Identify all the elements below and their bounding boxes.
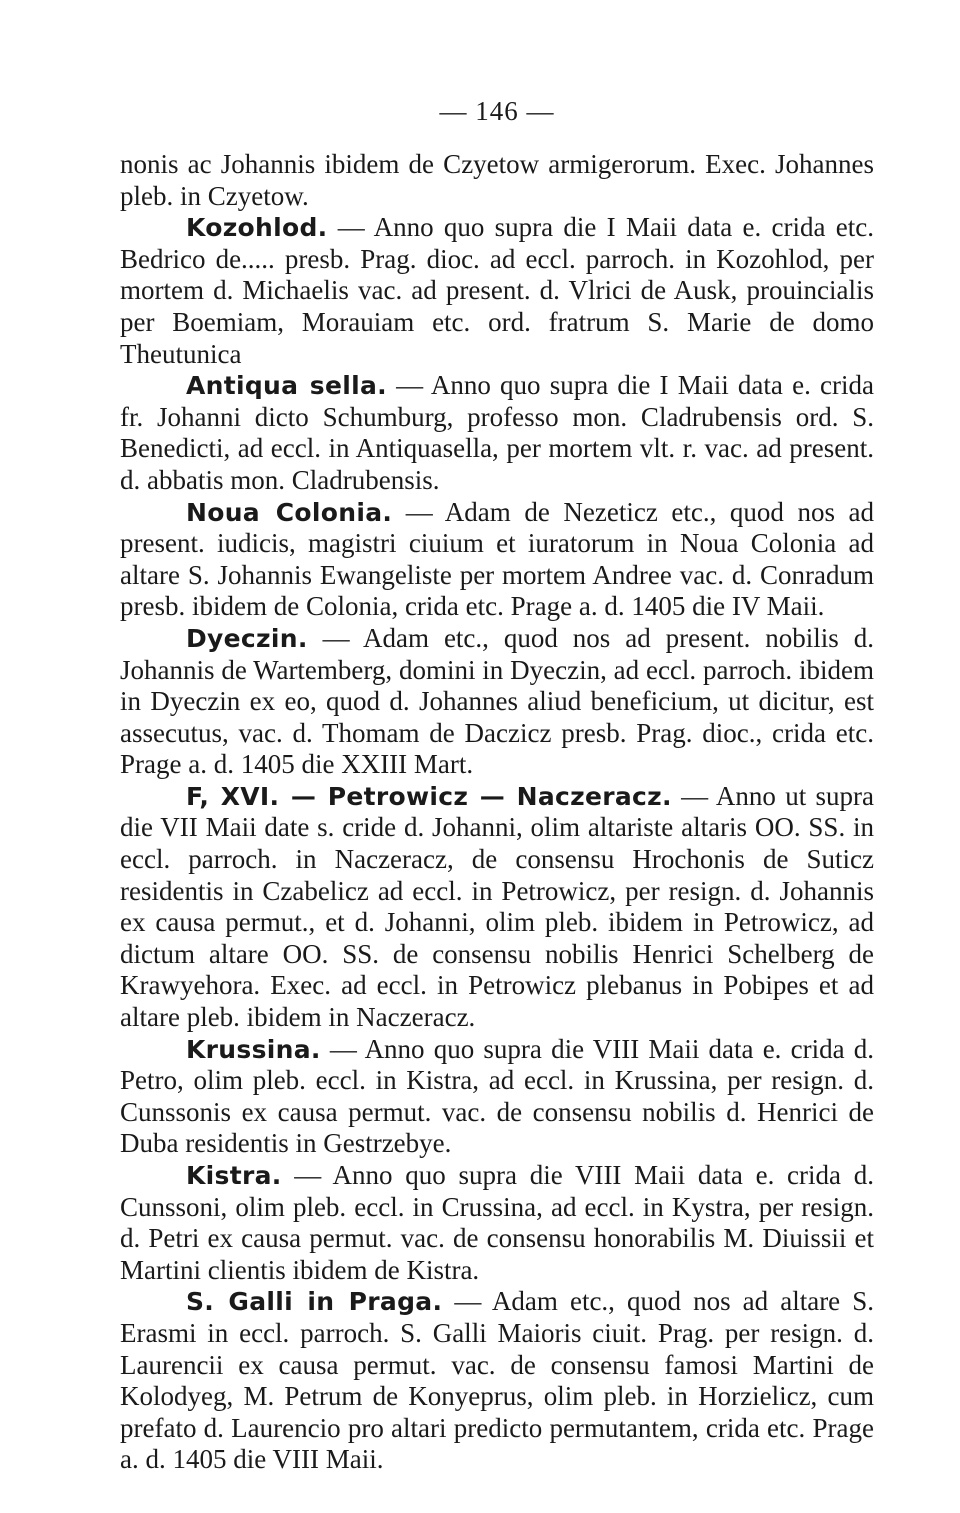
entry-heading: Kistra. (186, 1161, 282, 1190)
entry-antiqua-sella (120, 370, 874, 496)
document-body (120, 149, 874, 1476)
entry-text: — Anno quo supra die I Maii data e. crida etc. Bedrico de..... presb. Prag. dioc. ad eccl. parroch. in Kozohlod, per mortem d. Michaelis vac. ad present. d. Vlrici de Ausk, prouincialis per Boemiam, Morauiam etc. ord. fratrum S. Marie de domo Theutunica (120, 212, 874, 369)
entry-heading: Krussina. (186, 1034, 321, 1064)
entry-s-galli-in-praga (120, 1286, 874, 1476)
entry-dyeczin (120, 623, 874, 781)
entry-text: — Adam de Nezeticz etc., quod nos ad present. iudicis, magistri ciuium et iuratorum in Noua Colonia ad altare S. Johannis Ewangeliste per mortem Andree vac. d. Conradum presb. ibidem de Colonia, crida etc. Prage a. d. 1405 die IV Maii. (120, 496, 875, 622)
entry-heading: F, XVI. — Petrowicz — Naczeracz. (186, 781, 672, 811)
entry-text: — Anno quo supra die VIII Maii data e. crida d. Petro, olim pleb. eccl. in Kistra, ad eccl. in Krussina, per resign. d. Cunssonis ex causa permut. vac. de consensu nobilis d. Henrici de Duba residentis in Gestrzebye. (120, 1033, 874, 1159)
entry-petrowicz-naczeracz (120, 781, 874, 1034)
entry-noua-colonia (120, 497, 874, 623)
entry-text: nonis ac Johannis ibidem de Czyetow armigerorum. Exec. Johannes pleb. in Czyetow. (120, 149, 874, 211)
entry-kistra (120, 1160, 874, 1286)
entry-heading: Noua Colonia. (186, 497, 393, 527)
entry-text: — Anno quo supra die I Maii data e. crida fr. Johanni dicto Schumburg, professo mon. Cladrubensis ord. S. Benedicti, ad eccl. in Antiquasella, per mortem vlt. r. vac. ad present. d. abbatis mon. Cladrubensis. (120, 370, 874, 495)
entry-heading: Dyeczin. (186, 623, 308, 653)
entry-text: — Anno quo supra die VIII Maii data e. crida d. Cunssoni, olim pleb. eccl. in Crussina, ad eccl. in Kystra, per resign. d. Petri ex causa permut. vac. de consensu honorabilis M. Diuissii et Martini clientis ibidem de Kistra. (120, 1160, 874, 1285)
entry-krussina (120, 1034, 874, 1160)
entry-heading: S. Galli in Praga. (186, 1287, 443, 1317)
entry-text: — Adam etc., quod nos ad altare S. Erasmi in eccl. parroch. S. Galli Maioris ciuit. Prag. per resign. d. Laurencii ex causa permut. vac. de consensu famosi Martini de Kolodyeg, M. Petrum de Konyeprus, olim pleb. in Horzielicz, cum prefato d. Laurencio pro altari predicto permutantem, crida etc. Prage a. d. 1405 die VIII Maii. (120, 1286, 875, 1475)
entry-heading: Kozohlod. (186, 213, 328, 243)
entry-text: — Anno ut supra die VII Maii date s. cride d. Johanni, olim altariste altaris OO. SS. in eccl. parroch. in Naczeracz, de consensu Hrochonis de Suticz residentis in Czabelicz ad eccl. in Petrowicz, per resign. d. Johannis ex causa permut., et d. Johanni, olim pleb. ibidem in Petrowicz, ad dictum altare OO. SS. de consensu nobilis Henrici Schelberg de Krawyehora. Exec. ad eccl. in Petrowicz plebanus in Pobipes et ad altare pleb. ibidem in Naczeracz. (120, 780, 874, 1033)
entry-text: — Adam etc., quod nos ad present. nobilis d. Johannis de Wartemberg, domini in Dyeczin, ad eccl. parroch. ibidem in Dyeczin ex eo, quod d. Johannes aliud beneficium, ut dicitur, est assecutus, vac. d. Thomam de Daczicz presb. Prag. dioc., crida etc. Prage a. d. 1405 die XXIII Mart. (120, 622, 874, 780)
entry-kozohlod (120, 212, 874, 370)
entry-continuation (120, 149, 874, 212)
page-number: — 146 — (439, 96, 555, 126)
entry-heading: Antiqua sella. (186, 371, 387, 401)
